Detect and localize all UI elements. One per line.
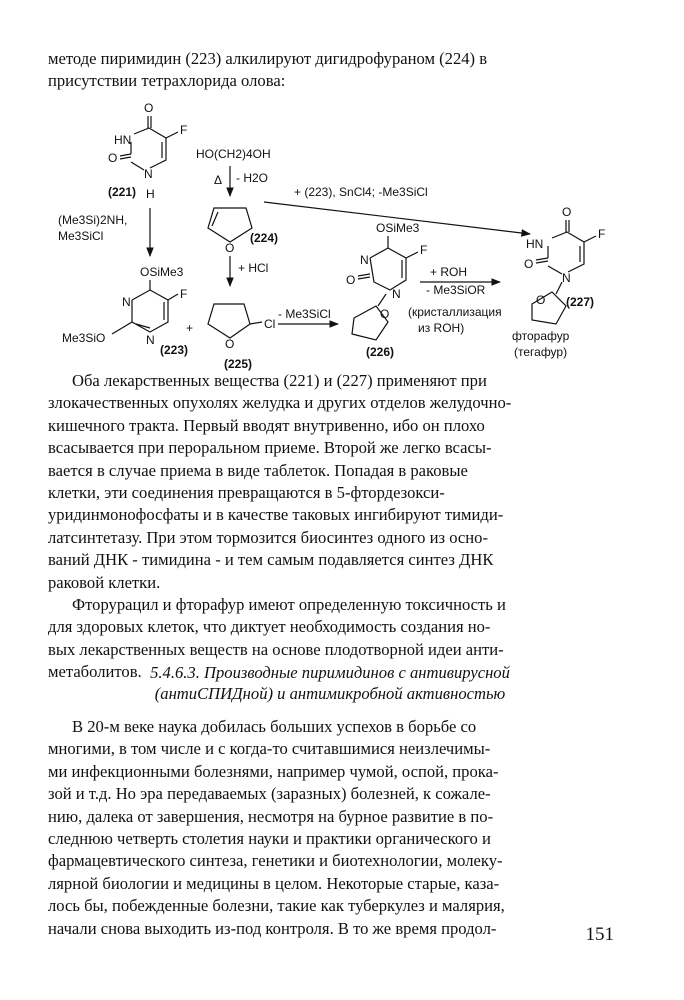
bond: [120, 154, 131, 156]
paragraph-1: [48, 370, 612, 594]
atom-Cl: Cl: [264, 317, 276, 331]
bond: [584, 236, 596, 242]
compound-223: [62, 265, 188, 357]
compound-227: [512, 205, 605, 359]
bond: [212, 212, 218, 226]
atom-N: N: [562, 271, 571, 285]
text-line: многими, в том числе и с когда-то считавшимися неизлечимы-: [48, 739, 491, 759]
bond: [166, 132, 178, 138]
compound-221: [108, 101, 187, 201]
arrow-label: - Me3SiCl: [278, 307, 331, 321]
intro-line-1: методе пиримидин (223) алкилируют дигидрофураном (224) в: [48, 49, 488, 68]
compound-name: фторафур: [512, 329, 570, 343]
text-line: следнюю четверть столетия науки и практики органического и: [48, 829, 491, 849]
atom-F: F: [180, 123, 188, 137]
heading-line-1: 5.4.6.3. Производные пиримидинов с антивирусной: [150, 663, 510, 682]
compound-225: [208, 304, 275, 371]
group-OSiMe3: OSiMe3: [376, 221, 420, 235]
bond: [168, 294, 178, 300]
compound-226: [346, 221, 427, 359]
page-number: 151: [585, 924, 614, 945]
compound-name: (тегафур): [514, 345, 568, 359]
compound-number: (225): [224, 357, 253, 371]
bond: [378, 294, 386, 306]
ring: [208, 208, 252, 242]
intro-text: [48, 48, 612, 93]
text-line: латсинтетазу. При этом тормозится биосинтез одного из осно-: [48, 527, 488, 547]
atom-O: O: [225, 241, 235, 255]
compound-number: (221): [108, 185, 137, 199]
bond: [120, 157, 131, 159]
text-line: злокачественных опухолях желудка и других отделов желудочно-: [48, 393, 512, 413]
atom-O: O: [524, 257, 534, 271]
bond: [358, 274, 370, 276]
section-heading: [48, 662, 612, 704]
text-line: кишечного тракта. Первый вводят внутривенно, ибо он плохо: [48, 415, 485, 435]
arrow-label: + (223), SnCl4; -Me3SiCl: [294, 185, 428, 199]
paragraph-3: [48, 716, 612, 940]
compound-number: (224): [250, 231, 279, 245]
text-line: нию, далека от завершения, несмотря на бурное развитие в по-: [48, 806, 494, 826]
text-line: вых лекарственных веществ на основе плодотворной идеи анти-: [48, 639, 504, 659]
reagent-label: (Me3Si)2NH,: [58, 213, 128, 227]
text-line: вается в случае приема в виде таблеток. Попадая в раковые: [48, 460, 468, 480]
atom-O: O: [225, 337, 235, 351]
text-line: зой и т.д. Но эра передаваемых (заразных) болезней, к сожале-: [48, 784, 491, 804]
arrow-label: + ROH: [430, 265, 468, 279]
atom-N: N: [360, 253, 369, 267]
condition-label: (кристаллизация: [408, 305, 502, 319]
text-line: Оба лекарственных вещества (221) и (227) применяют при: [72, 371, 487, 390]
text-line: всасывается при пероральном приеме. Второй же легко всасы-: [48, 438, 492, 458]
reagent-label: Me3SiCl: [58, 229, 104, 243]
atom-O: O: [144, 101, 154, 115]
text-line: начали снова выходить из-под контроля. В то же время продол-: [48, 918, 497, 938]
atom-O: O: [108, 151, 118, 165]
atom-O: O: [380, 307, 390, 321]
text-line: уридинмонофосфаты и в качестве таковых ингибируют тимиди-: [48, 505, 504, 525]
text-line: для здоровых клеток, что диктует необходимость создания но-: [48, 617, 491, 637]
reagent-label: + HCl: [238, 261, 269, 275]
text-line: В 20-м веке наука добилась больших успехов в борьбе со: [72, 717, 477, 736]
bond: [536, 258, 548, 260]
atom-F: F: [420, 243, 428, 257]
group-OSiMe3: OSiMe3: [140, 265, 184, 279]
bond: [548, 266, 562, 274]
atom-O: O: [536, 293, 546, 307]
intro-line-2: присутствии тетрахлорида олова:: [48, 71, 286, 91]
atom-H: H: [146, 187, 155, 201]
group-Me3SiO: Me3SiO: [62, 331, 106, 345]
compound-224: [208, 208, 278, 255]
arrow-label: - Me3SiOR: [426, 283, 486, 297]
atom-HN: HN: [114, 133, 132, 147]
text-line: раковой клетки.: [48, 572, 161, 592]
bond: [406, 252, 418, 258]
plus-sign: +: [186, 321, 194, 335]
text-line: ваний ДНК - тимидина - и тем самым подавляется синтез ДНК: [48, 550, 494, 570]
bond: [131, 162, 144, 170]
atom-N: N: [146, 333, 155, 347]
heat-symbol: Δ: [214, 173, 223, 187]
heading-line-2: (антиСПИДной) и антимикробной активностью: [154, 684, 506, 703]
atom-O: O: [346, 273, 356, 287]
ring-bonds: [370, 248, 406, 290]
reagent-formula: HO(CH2)4OH: [196, 147, 271, 161]
text-line: ми инфекционными болезнями, например чумой, оспой, прока-: [48, 761, 499, 781]
text-line: лярной биологии и медицины в целом. Некоторые старые, каза-: [48, 873, 500, 893]
atom-N: N: [122, 295, 131, 309]
compound-number: (226): [366, 345, 395, 359]
atom-F: F: [180, 287, 188, 301]
text-line: метаболитов.: [48, 662, 142, 682]
reagent-label: - H2O: [236, 171, 269, 185]
bond: [536, 261, 548, 263]
reaction-scheme: [0, 92, 684, 372]
atom-HN: HN: [526, 237, 544, 251]
ring-bonds: [132, 290, 168, 332]
condition-label: из ROH): [418, 321, 465, 335]
compound-number: (227): [566, 295, 595, 309]
compound-number: (223): [160, 343, 189, 357]
atom-O: O: [562, 205, 572, 219]
atom-F: F: [598, 227, 606, 241]
atom-N: N: [144, 167, 153, 181]
bond: [112, 322, 132, 334]
text-line: клетки, эти соединения превращаются в 5-фтордезокси-: [48, 483, 445, 503]
ring-bonds: [134, 128, 166, 168]
bond: [250, 322, 262, 324]
ring-bonds: [552, 232, 584, 272]
text-line: Фторурацил и фторафур имеют определенную токсичность и: [72, 595, 506, 614]
ring: [208, 304, 250, 338]
text-line: фармацевтического синтеза, генетики и биотехнологии, молеку-: [48, 851, 503, 871]
bond: [358, 277, 370, 279]
text-line: лось бы, побежденные болезни, такие как туберкулез и малярия,: [48, 896, 505, 916]
atom-N: N: [392, 287, 401, 301]
